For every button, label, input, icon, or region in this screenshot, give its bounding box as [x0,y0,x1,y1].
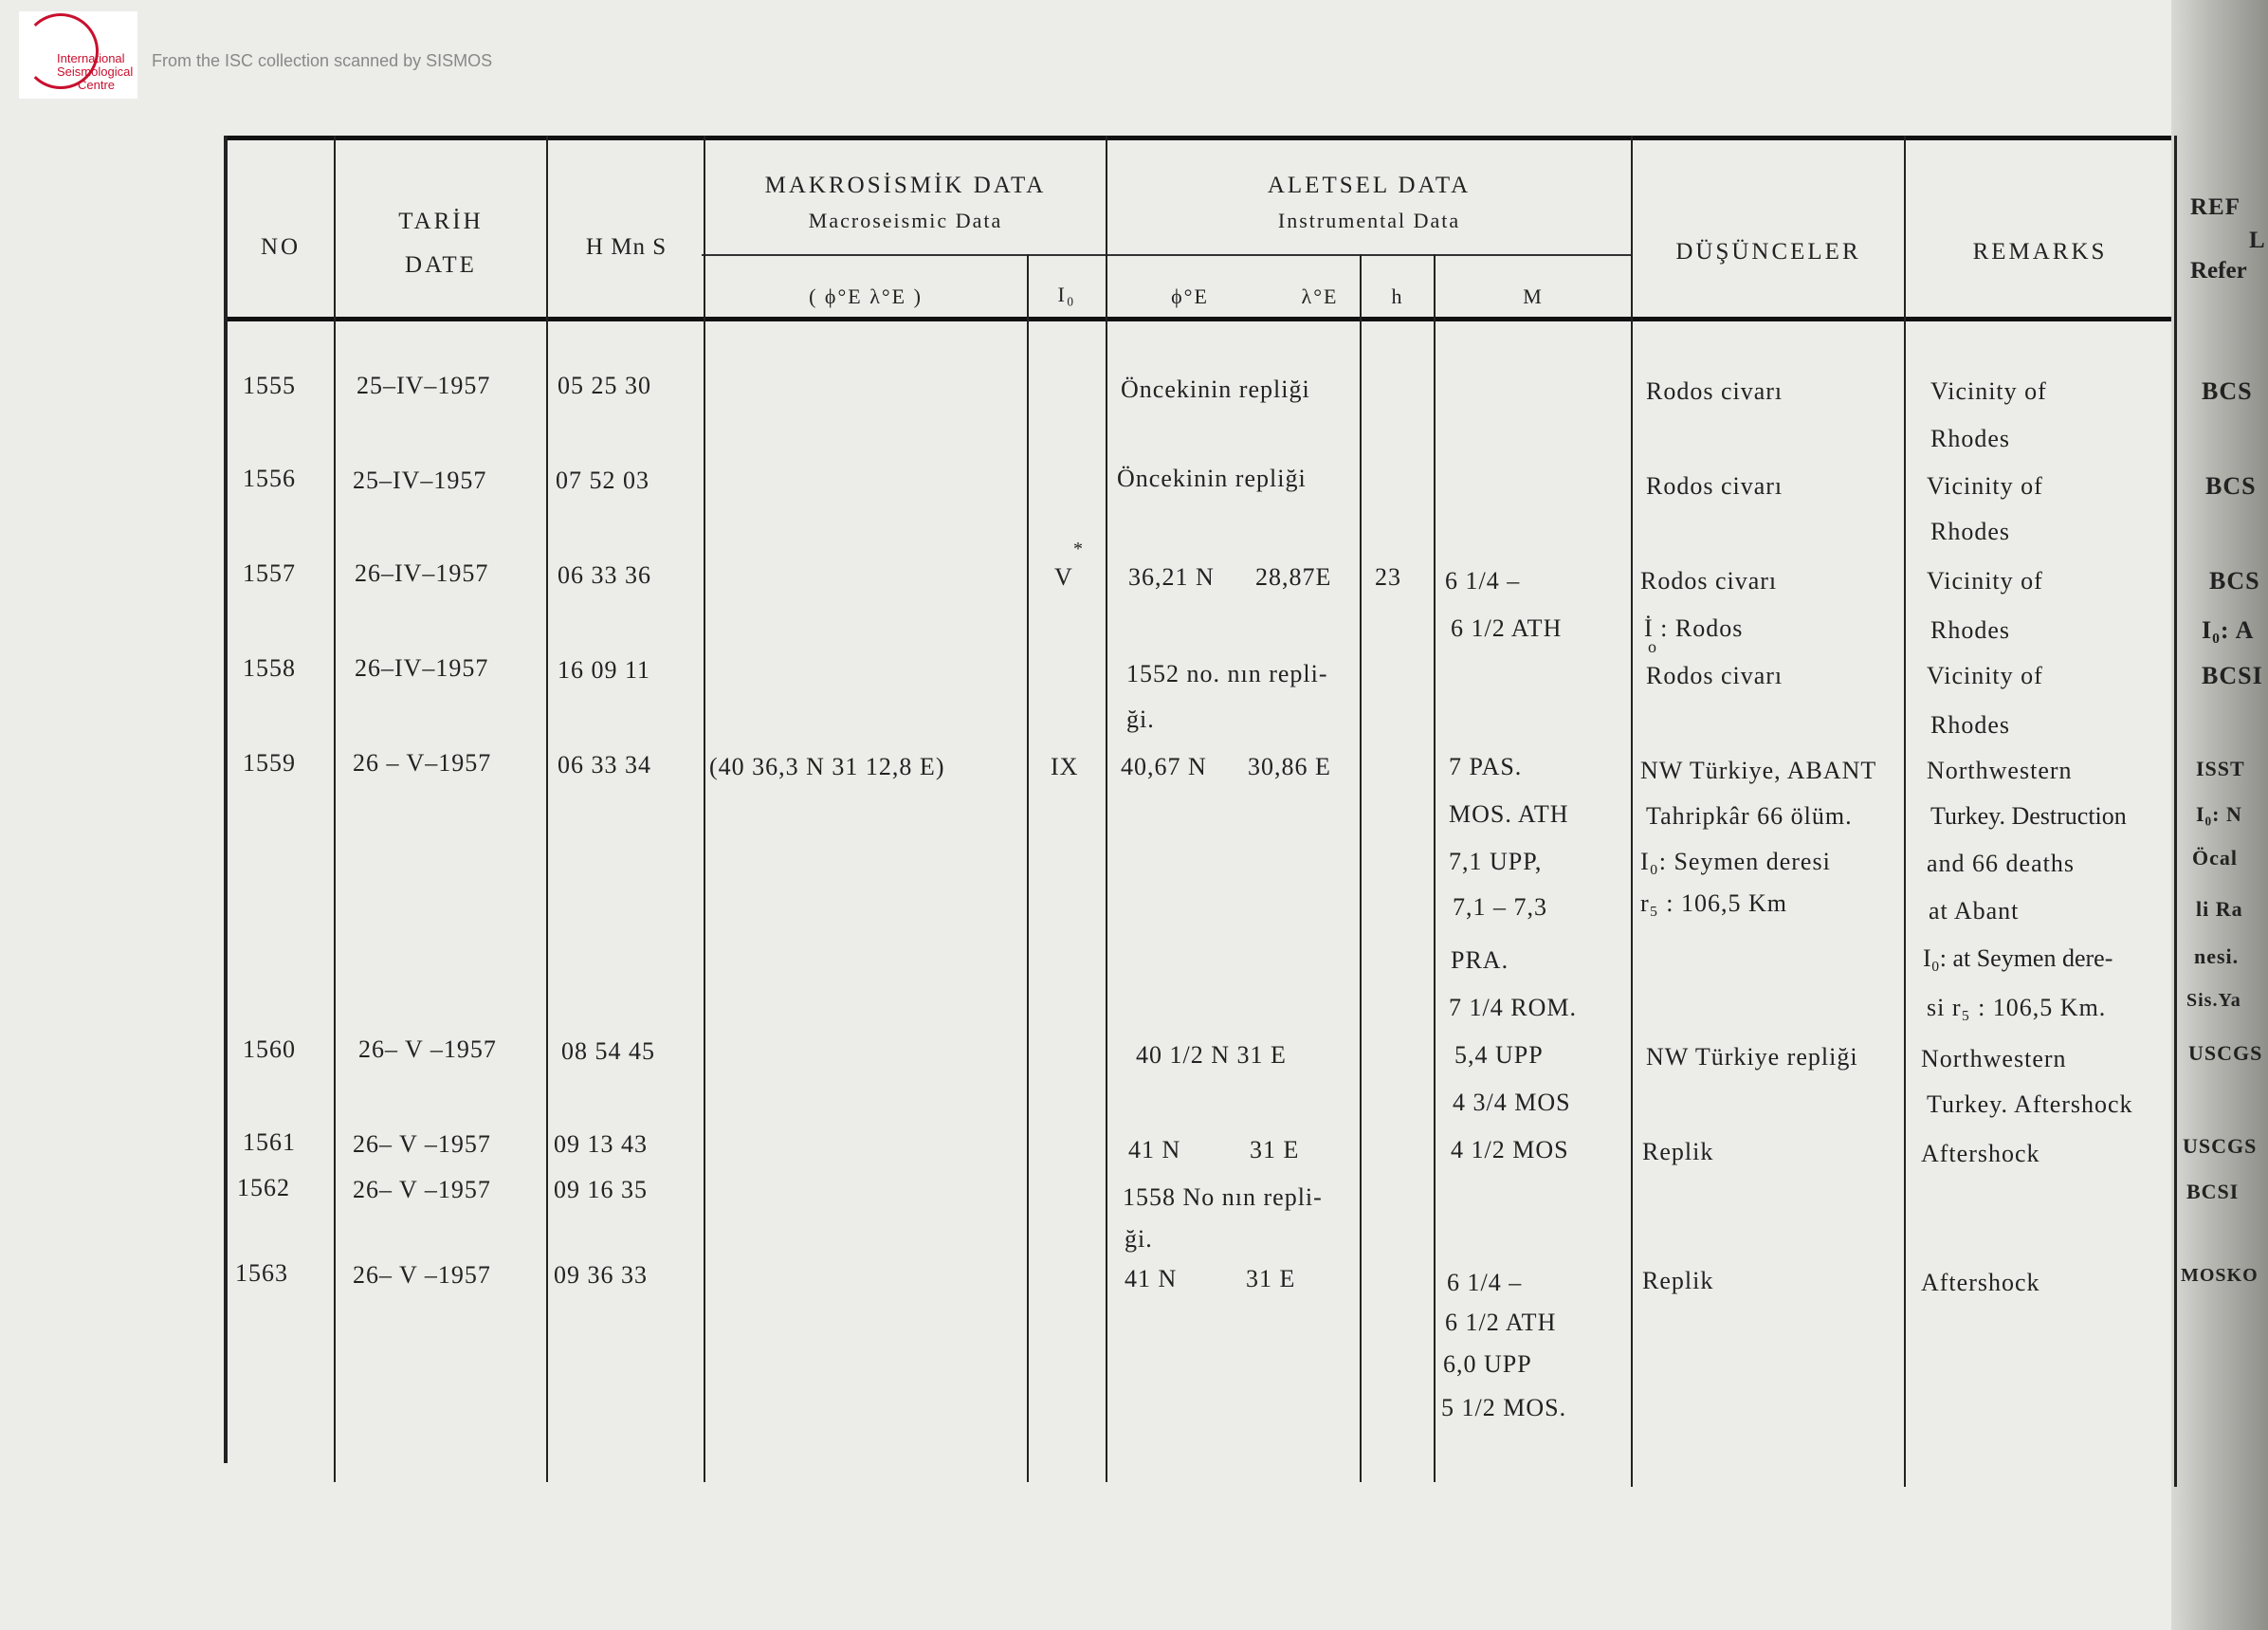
cell-dusunceler: Replik [1642,1138,1714,1165]
header-phi: ϕ°E [1171,284,1209,308]
cell-dusunceler-1: Rodos civarı [1640,567,1778,595]
cell-time: 06 33 34 [558,751,651,778]
header-aletsel-en: Instrumental Data [1277,209,1461,232]
isc-logo [19,11,137,99]
cell-remarks: Aftershock [1921,1269,2040,1296]
cell-dusunceler-4: r₅ : 106,5 Km [1640,889,1787,917]
cell-ref-6: Sis.Ya [2186,990,2241,1011]
cell-m-3: 7,1 UPP, [1449,848,1543,875]
cell-remarks-1: Vicinity of [1927,662,2043,689]
cell-ref-3: Öcal [2192,846,2238,870]
cell-no: 1560 [243,1035,296,1063]
cell-m-1: 5,4 UPP [1454,1041,1544,1069]
cell-ref-5: nesi. [2194,944,2240,968]
cell-instrumental-2: ği. [1125,1225,1153,1253]
cell-no: 1562 [237,1174,290,1201]
cell-ref-2: I₀: A [2202,616,2255,644]
cell-remarks: Aftershock [1921,1140,2040,1167]
cell-time: 08 54 45 [561,1037,655,1065]
cell-depth: 23 [1375,563,1401,591]
header-aletsel-tr: ALETSEL DATA [1267,173,1472,198]
cell-remarks-6: si r₅ : 106,5 Km. [1927,994,2107,1021]
cell-date: 26– V –1957 [353,1176,491,1203]
cell-m-4: 5 1/2 MOS. [1441,1394,1567,1421]
cell-no: 1557 [243,559,296,587]
cell-ref-1: ISST [2196,757,2245,780]
cell-date: 25–IV–1957 [353,467,487,494]
cell-m-4: 7,1 – 7,3 [1453,893,1547,921]
cell-remarks-1: Northwestern [1921,1045,2067,1072]
header-remarks: REMARKS [1972,239,2108,265]
cell-date: 26– V –1957 [353,1130,491,1158]
cell-date: 25–IV–1957 [357,372,491,399]
logo-line-3: Centre [78,78,116,92]
cell-remarks-2: Turkey. Destruction [1930,802,2127,830]
cell-ref: BCSI [2202,662,2263,689]
header-no: NO [260,234,302,260]
cell-remarks-1: Vicinity of [1927,472,2043,500]
cell-remarks-4: at Abant [1929,897,2020,925]
cell-dusunceler: Replik [1642,1267,1714,1294]
cell-ref: BCSI [2186,1180,2240,1203]
cell-m-2: 6 1/2 ATH [1445,1309,1557,1336]
cell-instrumental-note: Öncekinin repliği [1121,375,1310,403]
cell-m: 4 1/2 MOS [1451,1136,1569,1163]
cell-ref: USCGS [2183,1134,2258,1158]
cell-date: 26 – V–1957 [353,749,492,777]
logo-line-1: International [57,51,125,65]
header-date: DATE [405,252,477,278]
cell-m-2: MOS. ATH [1449,800,1569,828]
cell-instrumental-note: 40 1/2 N 31 E [1136,1041,1287,1069]
cell-dusunceler: NW Türkiye repliği [1646,1043,1858,1071]
cell-dusunceler-2: Tahripkâr 66 ölüm. [1646,802,1853,830]
cell-macro-coords: (40 36,3 N 31 12,8 E) [709,753,945,780]
cell-no: 1558 [243,654,296,682]
cell-dusunceler-sub: o [1648,637,1657,656]
cell-m-1: 6 1/4 – [1447,1269,1523,1296]
header-tarih: TARİH [398,209,484,234]
cell-ref-1: BCS [2209,567,2260,595]
cell-remarks-2: Rhodes [1930,616,2010,644]
cell-ref: USCGS [2188,1041,2263,1065]
header-hmns: H Mn S [585,234,668,260]
header-lambda: λ°E [1301,284,1339,308]
cell-no: 1563 [235,1259,288,1287]
cell-remarks-1: Vicinity of [1927,567,2043,595]
cell-io: IX [1051,753,1079,780]
cell-time: 07 52 03 [556,467,649,494]
cell-ref-2: I₀: N [2196,802,2242,826]
cell-remarks-2: Rhodes [1930,518,2010,545]
header-dusunceler: DÜŞÜNCELER [1675,239,1861,265]
cell-time: 09 13 43 [554,1130,648,1158]
cell-dusunceler-1: NW Türkiye, ABANT [1640,757,1877,784]
cell-dusunceler: Rodos civarı [1646,377,1783,405]
cell-remarks-5: I₀: at Seymen dere- [1923,944,2113,972]
cell-dusunceler: Rodos civarı [1646,472,1783,500]
cell-time: 09 16 35 [554,1176,648,1203]
cell-time: 09 36 33 [554,1261,648,1289]
cell-m-5: PRA. [1451,946,1509,974]
cell-dusunceler-2: İ : Rodos [1644,614,1744,642]
header-makro-coord: ( ϕ°E λ°E ) [809,284,923,308]
cell-phi: 36,21 N [1128,563,1215,591]
cell-m-1: 6 1/4 – [1445,567,1521,595]
cell-date: 26– V –1957 [358,1035,497,1063]
cell-phi: 40,67 N [1121,753,1207,780]
cell-dusunceler-3: I₀: Seymen deresi [1640,848,1831,875]
cell-io-mark: * [1073,539,1084,559]
header-h: h [1391,284,1404,308]
cell-m-2: 4 3/4 MOS [1453,1089,1571,1116]
cell-instrumental-1: 1558 No nın repli- [1123,1183,1323,1211]
cell-remarks-2: Rhodes [1930,425,2010,452]
cell-phi: 41 N [1125,1265,1178,1292]
cell-instrumental-1: 1552 no. nın repli- [1126,660,1328,687]
cell-remarks-2: Turkey. Aftershock [1927,1090,2133,1118]
cell-m-6: 7 1/4 ROM. [1449,994,1577,1021]
cell-io: V [1054,563,1073,591]
cell-m-3: 6,0 UPP [1443,1350,1532,1378]
cell-ref: BCS [2205,472,2257,500]
cell-remarks-1: Vicinity of [1930,377,2047,405]
header-io: I₀ [1057,283,1076,306]
cell-date: 26– V –1957 [353,1261,491,1289]
cell-lambda: 28,87E [1255,563,1332,591]
cell-time: 06 33 36 [558,561,651,589]
cell-no: 1561 [243,1128,296,1156]
cell-no: 1556 [243,465,296,492]
cell-instrumental-2: ği. [1126,705,1155,733]
cell-time: 16 09 11 [558,656,651,684]
cell-ref-4: li Ra [2196,897,2243,921]
cell-remarks-2: Rhodes [1930,711,2010,739]
scan-caption: From the ISC collection scanned by SISMOS [152,51,493,70]
logo-line-2: Seismological [57,64,134,79]
cell-m-2: 6 1/2 ATH [1451,614,1563,642]
header-ref-1: REF [2190,194,2241,220]
cell-time: 05 25 30 [558,372,651,399]
header-makro-tr: MAKROSİSMİK DATA [764,173,1047,198]
header-makro-en: Macroseismic Data [808,209,1003,232]
cell-no: 1555 [243,372,296,399]
cell-lambda: 30,86 E [1248,753,1331,780]
cell-no: 1559 [243,749,296,777]
cell-m-1: 7 PAS. [1449,753,1523,780]
cell-phi: 41 N [1128,1136,1181,1163]
cell-date: 26–IV–1957 [355,654,489,682]
cell-dusunceler: Rodos civarı [1646,662,1783,689]
cell-date: 26–IV–1957 [355,559,489,587]
cell-remarks-3: and 66 deaths [1927,850,2075,877]
cell-remarks-1: Northwestern [1927,757,2073,784]
cell-ref: BCS [2202,377,2253,405]
header-m: M [1523,284,1544,308]
header-ref-2: L [2249,228,2268,253]
header-ref-3: Refer [2190,258,2247,284]
cell-ref: MOSKO [2181,1265,2259,1286]
cell-instrumental-note: Öncekinin repliği [1117,465,1307,492]
cell-lambda: 31 E [1246,1265,1296,1292]
cell-lambda: 31 E [1250,1136,1300,1163]
